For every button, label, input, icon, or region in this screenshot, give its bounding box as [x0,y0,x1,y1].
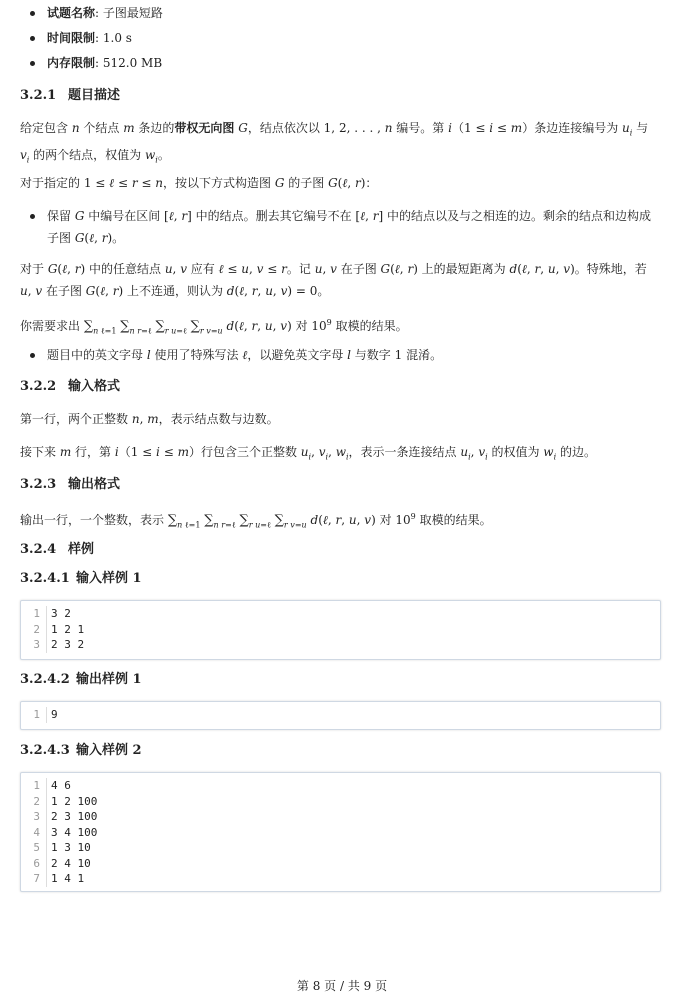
code-line [21,606,660,622]
code-line [21,637,660,653]
code-text: 2 3 2 [51,638,85,651]
line-number: 3 [21,637,47,653]
description-bullet-subgraph: 保留 G 中编号在区间 [ℓ, r] 中的结点。删去其它编号不在 [ℓ, r] 中的结点以及与之相连的边。剩余的结点和边构成子图 G(ℓ, r)。 [20,205,661,249]
description-paragraph-2: 对于指定的 1 ≤ ℓ ≤ r ≤ n，按以下方式构造图 G 的子图 G(ℓ, r)： [20,176,378,190]
code-text: 3 4 100 [51,825,98,839]
line-number: 1 [21,707,47,723]
code-line [21,840,660,856]
code-block-sample-input-2[interactable] [20,772,661,892]
code-text: 4 6 [51,779,71,792]
description-bullet-note: 题目中的英文字母 l 使用了特殊写法 ℓ，以避免英文字母 l 与数字 1 混淆。 [20,344,661,366]
code-text: 3 2 [51,607,71,620]
meta-memory-limit: 内存限制: 512.0 MB [20,54,661,79]
section-heading-input: 3.2.2 输入格式 [20,379,121,394]
code-line [21,707,660,723]
line-number: 2 [21,622,47,638]
code-line [21,622,660,638]
line-number: 1 [21,778,47,794]
code-text: 1 4 1 [51,872,85,885]
code-line [21,809,660,825]
description-paragraph-3: 对于 G(ℓ, r) 中的任意结点 u, v 应有 ℓ ≤ u, v ≤ r。记 u, v 在子图 G(ℓ, r) 上的最短距离为 d(ℓ, r, u, v)。特殊地，若 u, v 在子图 G(ℓ, r) 上不连通，则认为 d(ℓ, r, u, v) = 0。 [20,262,647,298]
code-text: 2 4 10 [51,856,91,870]
meta-time-limit: 时间限制: 1.0 s [20,29,661,54]
heading-sample-input-1: 3.2.4.1 输入样例 1 [20,571,142,586]
line-number: 7 [21,871,47,887]
description-paragraph-1: 给定包含 n 个结点 m 条边的带权无向图 G，结点依次以 1, 2, . . . , n 编号。第 i（1 ≤ i ≤ m）条边连接编号为 $u_i$ 与 $v_i$ 的两个结点，权值为 $w_i$。 [20,121,649,165]
code-text: 1 2 1 [51,622,85,636]
code-line [21,856,660,872]
code-text: 2 3 100 [51,810,98,823]
heading-sample-output-1: 3.2.4.2 输出样例 1 [20,672,142,687]
line-number: 1 [21,606,47,622]
line-number: 2 [21,794,47,810]
code-line [21,825,660,841]
code-text: 1 3 10 [51,841,91,854]
line-number: 3 [21,809,47,825]
input-paragraph-1: 第一行，两个正整数 n, m，表示结点数与边数。 [20,412,279,426]
section-heading-description: 3.2.1 题目描述 [20,88,121,103]
page-footer: 第 8 页 / 共 9 页 [296,979,388,993]
code-line [21,778,660,794]
input-paragraph-2: 接下来 m 行，第 i（1 ≤ i ≤ m）行包含三个正整数 $u_i$, $v_i$, $w_i$，表示一条连接结点 $u_i$, $v_i$ 的权值为 $w_i$ 的边。 [20,445,596,462]
section-heading-samples: 3.2.4 样例 [20,542,95,557]
section-heading-output: 3.2.3 输出格式 [20,477,121,492]
line-number: 5 [21,840,47,856]
heading-sample-input-2: 3.2.4.3 输入样例 2 [20,743,142,758]
code-line [21,871,660,887]
line-number: 6 [21,856,47,872]
problem-meta-list [20,4,661,79]
code-block-sample-input-1[interactable] [20,600,661,660]
code-line [21,794,660,810]
code-block-sample-output-1[interactable] [20,701,661,730]
meta-title: 试题名称: 子图最短路 [20,4,661,29]
output-paragraph: 输出一行，一个整数，表示 $\sum_{n \ell=1}$ $\sum_{n r=\ell}$ $\sum_{r u=\ell}$ $\sum_{r v=u}$ d(ℓ, r, u, v) 对 $10^9$ 取模的结果。 [20,512,492,530]
code-text: 9 [51,708,58,721]
description-paragraph-4: 你需要求出 $\sum_{n \ell=1}$ $\sum_{n r=\ell}$ $\sum_{r u=\ell}$ $\sum_{r v=u}$ d(ℓ, r, u, v) 对 $10^9$ 取模的结果。 [20,318,408,336]
code-text: 1 2 100 [51,794,98,808]
line-number: 4 [21,825,47,841]
